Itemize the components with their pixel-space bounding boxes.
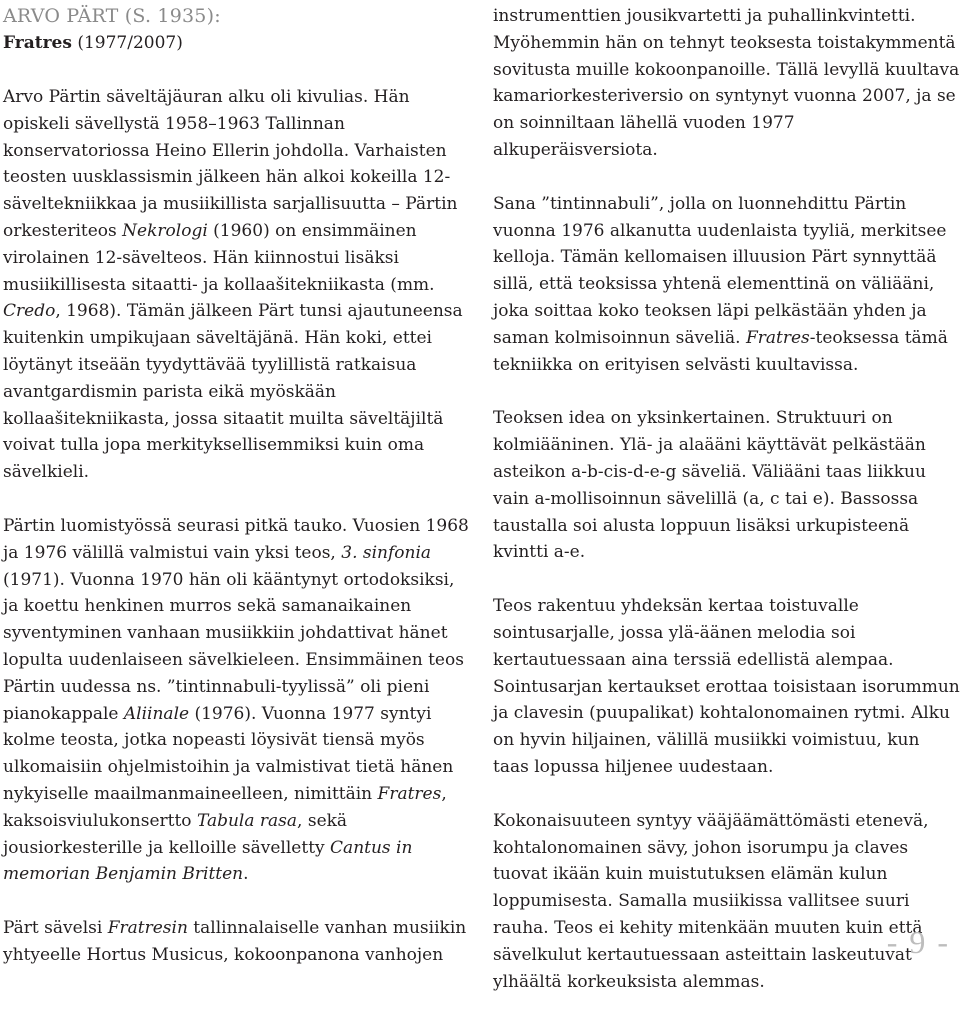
- italic-text-run: Cantus in memorian Benjamin Britten: [3, 837, 413, 885]
- paragraph: [3, 513, 471, 888]
- composer-heading: ARVO PÄRT (S. 1935):: [3, 5, 221, 27]
- text-run: Arvo Pärtin säveltäjäuran alku oli kivulias. Hän opiskeli sävellystä 1958–1963 Tallinnan konservatoriossa Heino Ellerin johdolla. Varhaisten teosten uusklassismin jälkeen hän alkoi kokeilla 12-säveltekniikkaa ja musiikillista sarjallisuutta – Pärtin orkesteriteos: [3, 87, 458, 241]
- right-column: [493, 0, 960, 1022]
- work-title: [3, 30, 471, 57]
- work-title-years: (1977/2007): [71, 33, 183, 53]
- text-run: Kokonaisuuteen syntyy vääjäämättömästi etenevä, kohtalonomainen sävy, johon isorumpu ja claves tuovat ikään kuin muistutuksen elämän kulun loppumisesta. Samalla musiikissa vallitsee suuri rauha. Teos ei kehity mitenkään muuten kuin että sävelkulut kertautuessaan asteittain laskeutuvat ylhäältä korkeuksista alemmas.: [493, 810, 929, 992]
- text-run: (1976). Vuonna 1977 syntyi kolme teosta, jotka nopeasti löysivät tiensä myös ulkomaisiin ohjelmistoihin ja valmistivat tietä hänen nykyiselle maailmanmaineelleen, nimittäin: [3, 703, 454, 804]
- text-run: (1971). Vuonna 1970 hän oli kääntynyt ortodoksiksi, ja koettu henkinen murros sekä samanaikainen syventyminen vanhaan musiikkiin johdattivat hänet lopulta uudenlaiseen sävelkieleen. Ensimmäinen teos Pärtin uudessa ns. ”tintinnabuli-tyylissä” oli pieni pianokappale: [3, 569, 464, 724]
- text-run: Pärtin luomistyössä seurasi pitkä tauko. Vuosien 1968 ja 1976 välillä valmistui vain yksi teos,: [3, 515, 469, 563]
- paragraph: [493, 405, 960, 566]
- italic-text-run: 3. sinfonia: [341, 542, 432, 563]
- work-title-name: Fratres: [3, 33, 72, 53]
- text-run: , kaksoisviulukonsertto: [3, 783, 447, 831]
- left-column: [3, 0, 471, 996]
- text-run: Sana ”tintinnabuli”, jolla on luonnehdittu Pärtin vuonna 1976 alkanutta uudenlaista tyyliä, merkitsee kelloja. Tämän kellomaisen illuusion Pärt synnyttää sillä, että teoksissa yhtenä elementtinä on väliääni, joka soittaa koko teoksen läpi pelkästään yhden ja saman kolmisoinnun säveliä.: [493, 193, 947, 348]
- paragraph: [493, 808, 960, 996]
- text-run: -teoksessa tämä tekniikka on erityisen selvästi kuultavissa.: [493, 327, 948, 375]
- paragraph: [493, 3, 960, 164]
- text-run: Teoksen idea on yksinkertainen. Struktuuri on kolmiääninen. Ylä- ja alaääni käyttävät pelkästään asteikon a-b-cis-d-e-g säveliä. Väliääni taas liikkuu vain a-mollisoinnun sävelillä (a, c tai e). Bassossa taustalla soi alusta loppuun lisäksi urkupisteenä kvintti a-e.: [493, 408, 926, 563]
- page-number: - 9 -: [886, 924, 950, 960]
- italic-text-run: Aliinale: [123, 703, 190, 724]
- text-run: tallinnalaiselle vanhan musiikin yhtyeelle Hortus Musicus, kokoonpanona vanhojen: [3, 918, 467, 965]
- text-run: Pärt sävelsi: [3, 918, 108, 939]
- paragraph: [3, 915, 471, 969]
- italic-text-run: Credo: [3, 301, 56, 322]
- italic-text-run: Tabula rasa: [196, 810, 298, 831]
- paragraph: [493, 593, 960, 781]
- paragraph: [493, 191, 960, 379]
- text-run: (1960) on ensimmäinen virolainen 12-sävelteos. Hän kiinnostui lisäksi musiikillisesta sitaatti- ja kollaašitekniikasta (mm.: [3, 220, 435, 295]
- text-run: Teos rakentuu yhdeksän kertaa toistuvalle sointusarjalle, jossa ylä-äänen melodia soi kertautuessaan aina terssiä edellistä alempaa. Sointusarjan kertaukset erottaa toisistaan isorummun ja clavesin (puupalikat) kohtalonomainen rytmi. Alku on hyvin hiljainen, välillä musiikki voimistuu, kun taas lopussa hiljenee uudestaan.: [493, 596, 960, 777]
- italic-text-run: Fratres: [745, 327, 810, 348]
- italic-text-run: Fratresin: [107, 918, 188, 939]
- paragraph: [3, 84, 471, 486]
- text-run: , sekä jousiorkesterille ja kelloille sävelletty: [3, 810, 348, 858]
- italic-text-run: Nekrologi: [122, 220, 208, 241]
- italic-text-run: Fratres: [377, 783, 442, 804]
- text-run: instrumenttien jousikvartetti ja puhallinkvintetti. Myöhemmin hän on tehnyt teoksesta toistakymmentä sovitusta muille kokoonpanoille. Tällä levyllä kuultava kamariorkesteriversio on syntynyt vuonna 2007, ja se on soinniltaan lähellä vuoden 1977 alkuperäisversiota.: [493, 6, 960, 160]
- text-run: , 1968). Tämän jälkeen Pärt tunsi ajautuneensa kuitenkin umpikujaan säveltäjänä. Hän koki, ettei löytänyt itseään tyydyttävää tyylillistä ratkaisua avantgardismin parista eikä myöskään kollaašitekniikasta, jossa sitaatit muilta säveltäjiltä voivat tulla jopa merkityksellisemmiksi kuin oma sävelkieli.: [3, 301, 463, 483]
- text-run: .: [243, 864, 249, 885]
